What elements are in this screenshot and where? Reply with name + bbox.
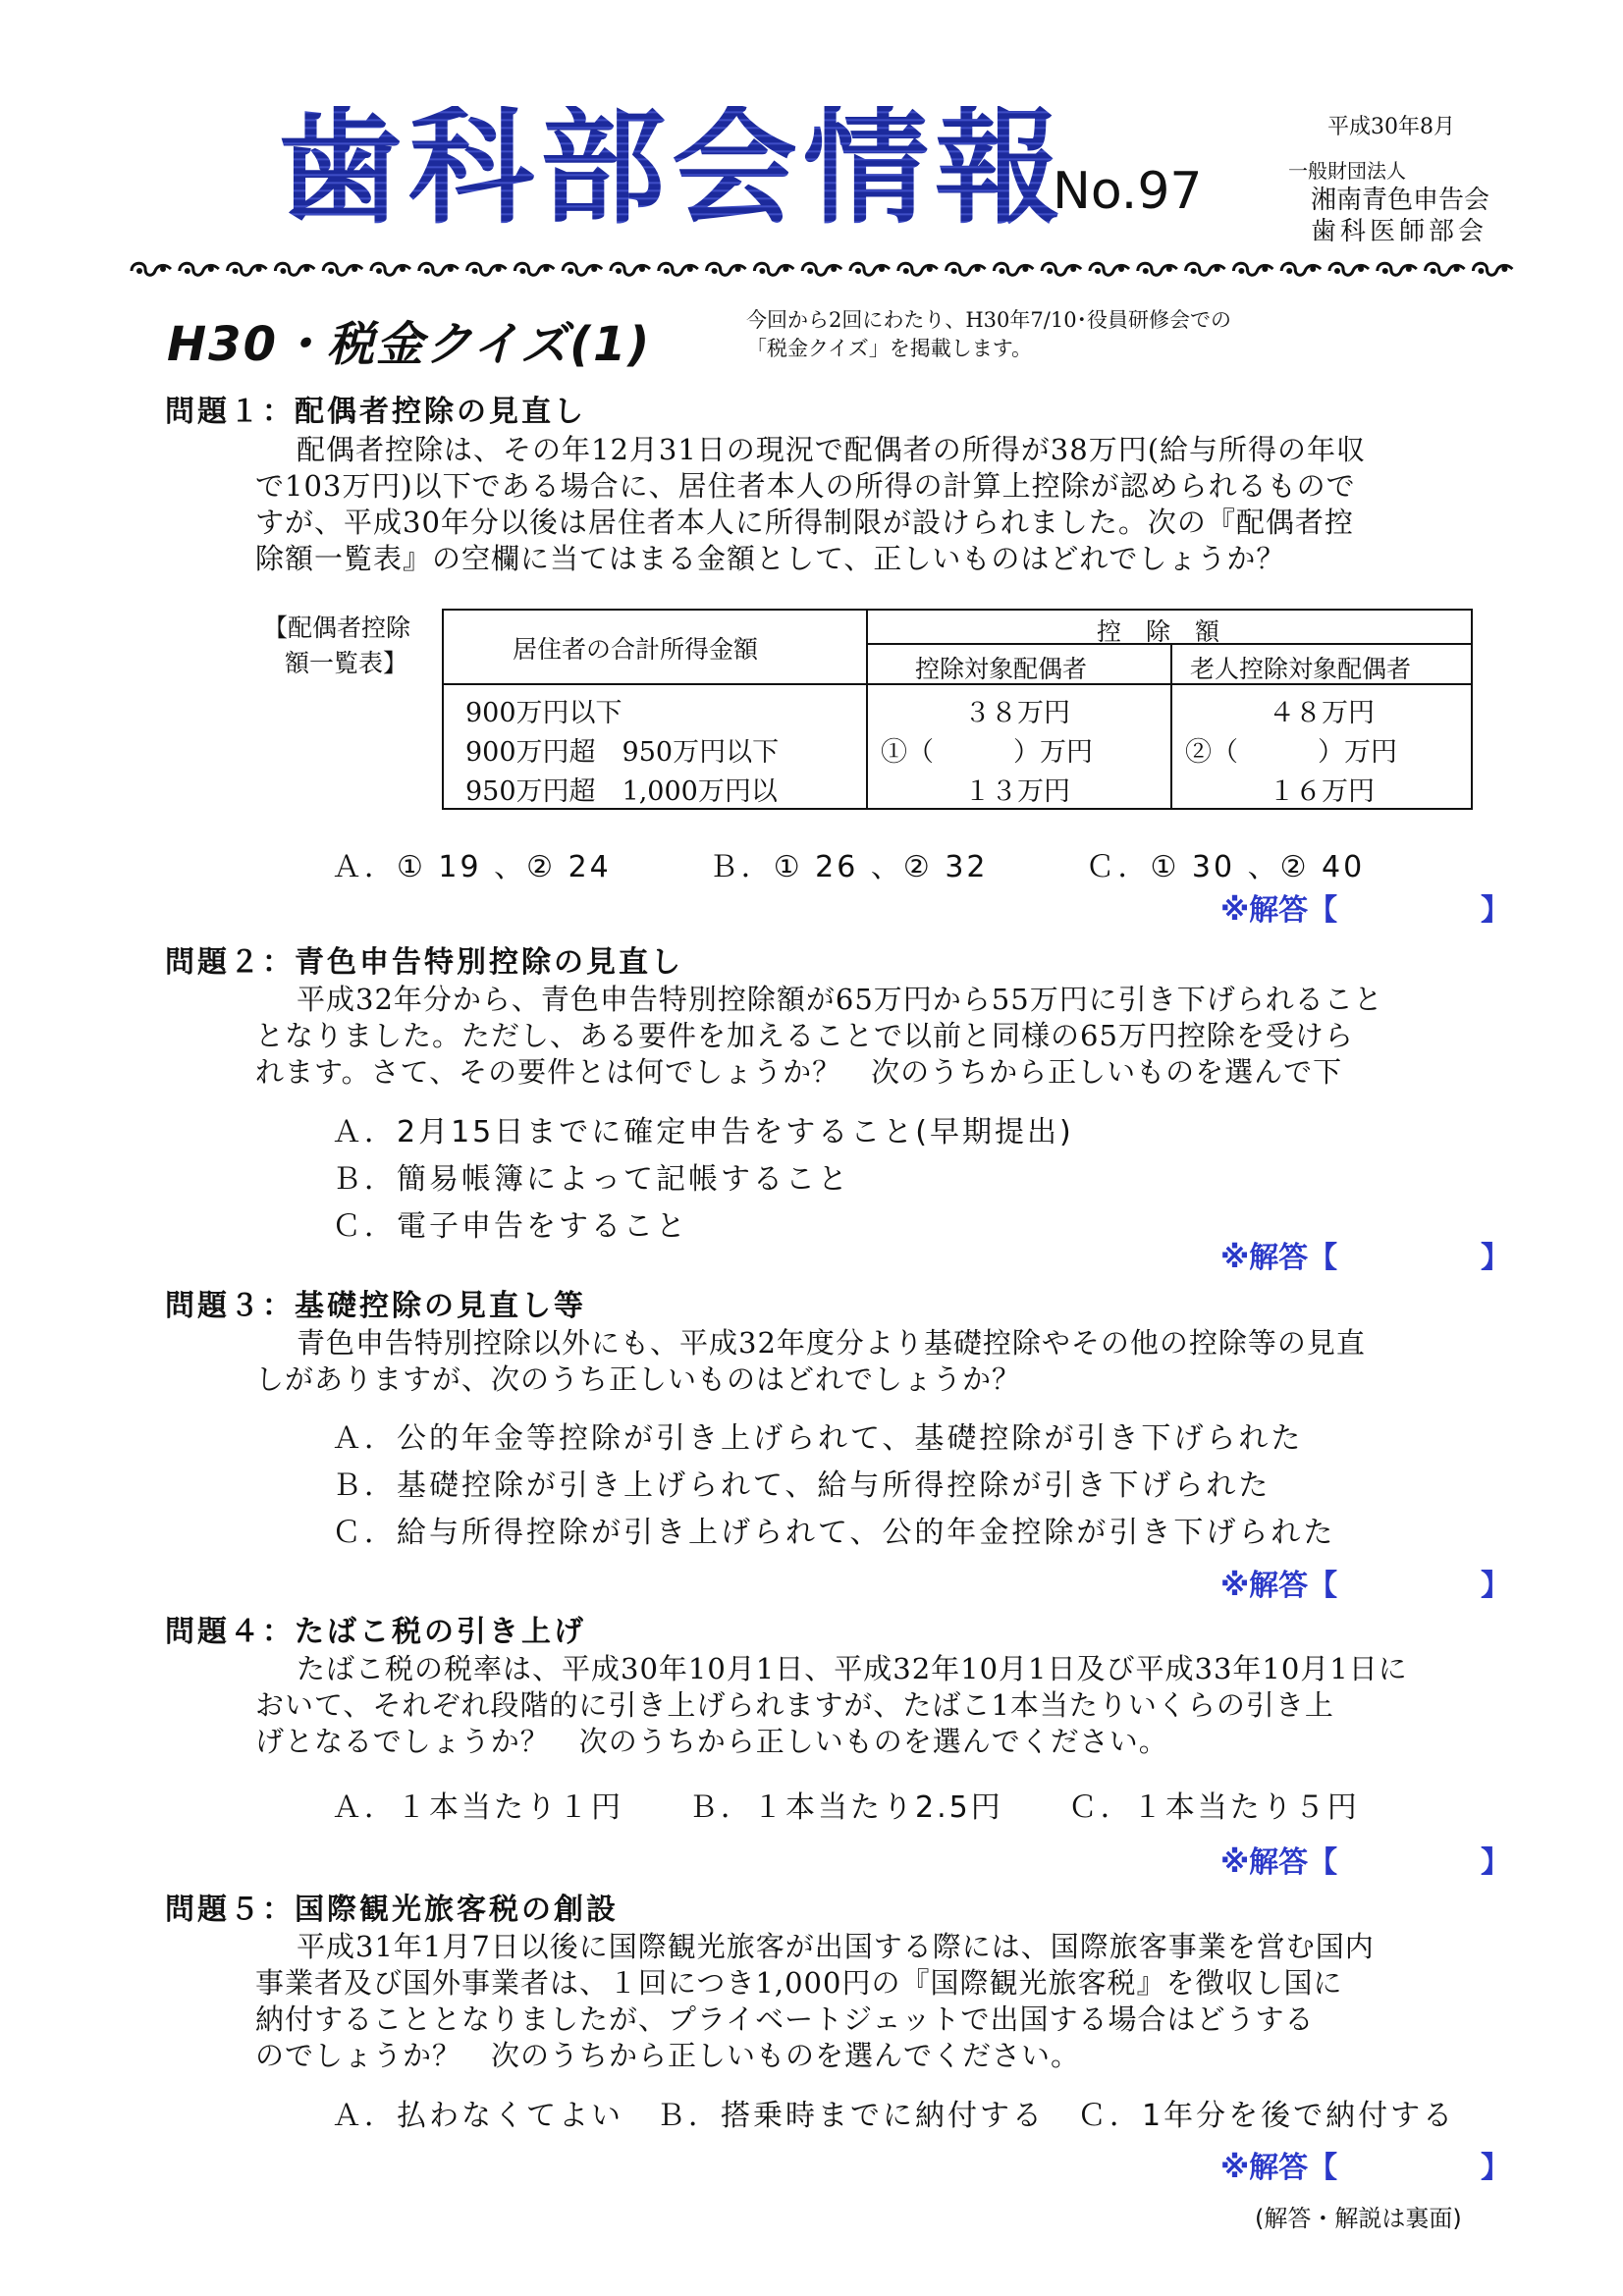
table-caption-line1: 【配偶者控除: [263, 614, 411, 642]
ornament-motif: [754, 263, 793, 275]
ornament-motif: [228, 263, 267, 275]
q3-option-a: Ａ．公的年金等控除が引き上げられて、基礎控除が引き下げられた: [332, 1421, 1304, 1456]
row1-elderly: ４８万円: [1269, 698, 1375, 728]
q5-answer-field[interactable]: [1220, 2143, 1510, 2186]
answer-label: ※解答【: [1220, 1845, 1338, 1880]
quiz-intro-line2: 「税金クイズ」を掲載します。: [746, 337, 1033, 360]
q5-options: Ａ．払わなくてよい Ｂ．搭乗時までに納付する Ｃ．1年分を後で納付する: [332, 2099, 1456, 2133]
ornament-motif: [1042, 263, 1081, 275]
row3-elderly: １６万円: [1269, 776, 1375, 807]
q4-answer-field[interactable]: [1220, 1838, 1510, 1881]
ornament-motif: [659, 263, 698, 275]
row2-elderly-blank: ②（ ）万円: [1185, 737, 1397, 768]
ornament-motif: [1186, 263, 1225, 275]
ornament-motif: [802, 263, 841, 275]
q2-body: 平成32年分から、青色申告特別控除額が65万円から55万円に引き下げられること となりました。ただし、ある要件を加えることで以前と同様の65万円控除を受けら れます。さて、その要件とは何でしょうか？ 次のうちから正しいものを選んで下: [255, 983, 1383, 1089]
ornament-motif: [180, 263, 219, 275]
row1-income: 900万円以下: [465, 698, 622, 728]
publisher-org-type: 一般財団法人: [1288, 159, 1406, 183]
quiz-intro-line1: 今回から2回にわたり、H30年7/10･役員研修会での: [746, 308, 1232, 332]
ornament-motif: [1329, 263, 1369, 275]
ornament-motif: [467, 263, 507, 275]
q2-option-a: Ａ．2月15日までに確定申告をすること(早期提出): [332, 1115, 1074, 1149]
header-income: 居住者の合計所得金額: [513, 635, 759, 664]
answer-label: ※解答【: [1220, 1569, 1338, 1603]
ornament-motif: [514, 263, 554, 275]
q1-options: Ａ．① 19 、② 24 Ｂ．① 26 、② 32 Ｃ．① 30 、② 40: [332, 850, 1366, 884]
publication-date: 平成30年8月: [1327, 115, 1455, 139]
row2-income: 900万円超 950万円以下: [465, 737, 780, 768]
q2-option-c: Ｃ．電子申告をすること: [332, 1209, 688, 1244]
q4-options: Ａ．１本当たり１円 Ｂ．１本当たり2.5円 Ｃ．１本当たり５円: [332, 1790, 1360, 1825]
q1-heading: 問題１：配偶者控除の見直し: [165, 395, 586, 429]
q2-heading: 問題２：青色申告特別控除の見直し: [165, 945, 683, 980]
ornament-motif: [1473, 263, 1512, 275]
ornament-motif: [1233, 263, 1272, 275]
quiz-title: H30・税金クイズ(1): [167, 317, 652, 372]
table-caption-line2: 額一覧表】: [285, 649, 408, 677]
q3-option-c: Ｃ．給与所得控除が引き上げられて、公的年金控除が引き下げられた: [332, 1516, 1336, 1550]
header-deduction: 控 除 額: [1097, 617, 1220, 646]
ornament-motif: [1378, 263, 1417, 275]
answer-close: 】: [1481, 1845, 1510, 1880]
q3-heading: 問題３：基礎控除の見直し等: [165, 1289, 586, 1323]
q5-body: 平成31年1月7日以後に国際観光旅客が出国する際には、国際旅客事業を営む国内 事業者及び国外事業者は、１回につき1,000円の『国際観光旅客税』を徴収し国に 納付することとなりましたが、プライベートジェットで出国する場合はどうする のでしょうか？ 次のうちから正しいものを選んでください。: [255, 1930, 1375, 2072]
q2-option-b: Ｂ．簡易帳簿によって記帳すること: [332, 1162, 850, 1197]
ornament-motif: [323, 263, 362, 275]
publisher-section: 歯科医師部会: [1311, 217, 1488, 246]
q1-body: 配偶者控除は、その年12月31日の現況で配偶者の所得が38万円(給与所得の年収 で103万円)以下である場合に、居住者本人の所得の計算上控除が認められるもので すが、平成30年分以後は居住者本人に所得制限が設けられました。次の『配偶者控 除額一覧表』の空欄に当てはまる金額として、正しいものはどれでしょうか？: [255, 433, 1367, 575]
answer-close: 】: [1481, 1241, 1510, 1275]
answer-close: 】: [1481, 893, 1510, 928]
ornament-motif: [1281, 263, 1321, 275]
answer-close: 】: [1481, 1569, 1510, 1603]
ornament-motif: [611, 263, 650, 275]
answer-close: 】: [1481, 2151, 1510, 2185]
q5-heading: 問題５：国際観光旅客税の創設: [165, 1893, 619, 1927]
row3-income: 950万円超 1,000万円以: [465, 776, 778, 807]
row2-spouse-blank: ①（ ）万円: [881, 737, 1093, 768]
q4-heading: 問題４：たばこ税の引き上げ: [165, 1615, 586, 1649]
answer-label: ※解答【: [1220, 893, 1338, 928]
q1-answer-field[interactable]: [1220, 885, 1510, 929]
ornament-motif: [371, 263, 410, 275]
ornament-motif: [275, 263, 314, 275]
issue-number: No.97: [1053, 162, 1203, 221]
ornament-border: [128, 257, 1517, 283]
ornament-motif: [1138, 263, 1177, 275]
footer-note: (解答・解説は裏面): [1255, 2205, 1462, 2232]
header-spouse: 控除対象配偶者: [915, 655, 1088, 683]
row1-spouse: ３８万円: [964, 698, 1070, 728]
quiz-intro: [746, 306, 1335, 363]
masthead-title: 歯科部会情報: [277, 95, 1067, 241]
ornament-motif: [994, 263, 1033, 275]
ornament-motif: [1426, 263, 1465, 275]
q4-body: たばこ税の税率は、平成30年10月1日、平成32年10月1日及び平成33年10月1日に おいて、それぞれ段階的に引き上げられますが、たばこ1本当たりいくらの引き上 げとなるでしょうか？ 次のうちから正しいものを選んでください。: [255, 1652, 1408, 1758]
ornament-motif: [419, 263, 459, 275]
row3-spouse: １３万円: [964, 776, 1070, 807]
ornament-motif: [898, 263, 938, 275]
table-caption: [263, 611, 410, 681]
ornament-motif: [563, 263, 602, 275]
ornament-motif: [947, 263, 986, 275]
publisher-org-name: 湘南青色申告会: [1311, 186, 1490, 215]
header-elderly-spouse: 老人控除対象配偶者: [1190, 655, 1412, 683]
deduction-table: [442, 609, 1473, 810]
answer-label: ※解答【: [1220, 2151, 1338, 2185]
ornament-motif: [1090, 263, 1129, 275]
ornament-motif: [707, 263, 746, 275]
q2-answer-field[interactable]: [1220, 1233, 1510, 1276]
answer-label: ※解答【: [1220, 1241, 1338, 1275]
q3-body: 青色申告特別控除以外にも、平成32年度分より基礎控除やその他の控除等の見直 しがありますが、次のうち正しいものはどれでしょうか？: [255, 1326, 1366, 1396]
ornament-motif: [850, 263, 890, 275]
ornament-motif: [132, 263, 171, 275]
q3-answer-field[interactable]: [1220, 1561, 1510, 1604]
q3-option-b: Ｂ．基礎控除が引き上げられて、給与所得控除が引き下げられた: [332, 1468, 1271, 1503]
